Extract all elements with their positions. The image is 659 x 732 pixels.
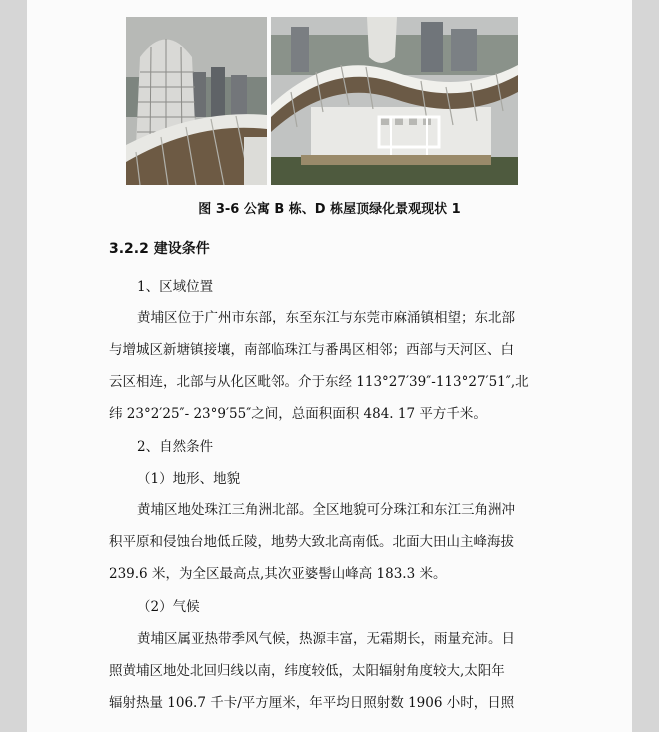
paragraph-line: 黄埔区地处珠江三角洲北部。全区地貌可分珠江和东江三角洲冲	[137, 502, 515, 518]
document-page	[27, 0, 632, 732]
rooftop-photo-left-image	[126, 17, 267, 185]
subheading-natural-conditions: 2、自然条件	[137, 439, 214, 455]
subheading-climate: （2）气候	[137, 599, 200, 615]
paragraph-line: 黄埔区属亚热带季风气候，热源丰富，无霜期长，雨量充沛。日	[137, 631, 515, 647]
paragraph-line: 与增城区新塘镇接壤，南部临珠江与番禺区相邻；西部与天河区、白	[109, 342, 514, 358]
rooftop-photo-right-image	[271, 17, 518, 185]
figure-caption: 图 3-6 公寓 B 栋、D 栋屋顶绿化景观现状 1	[198, 202, 461, 217]
rooftop-photo-right	[271, 17, 518, 185]
paragraph-line: 照黄埔区地处北回归线以南，纬度较低，太阳辐射角度较大,太阳年	[109, 663, 505, 679]
paragraph-line: 云区相连，北部与从化区毗邻。介于东经 113°27′39″-113°27′51″,北	[109, 374, 529, 390]
section-heading: 3.2.2 建设条件	[109, 241, 210, 257]
paragraph-line: 239.6 米，为全区最高点,其次亚婆髻山峰高 183.3 米。	[109, 566, 447, 582]
paragraph-line: 黄埔区位于广州市东部，东至东江与东莞市麻涌镇相望；东北部	[137, 310, 515, 326]
rooftop-photo-left	[126, 17, 267, 185]
subheading-location: 1、区域位置	[137, 279, 214, 295]
paragraph-line: 纬 23°2′25″- 23°9′55″之间，总面积面积 484. 17 平方千米。	[109, 406, 487, 422]
paragraph-line: 积平原和侵蚀台地低丘陵，地势大致北高南低。北面大田山主峰海拔	[109, 534, 514, 550]
paragraph-line: 辐射热量 106.7 千卡/平方厘米，年平均日照射数 1906 小时，日照	[109, 695, 515, 711]
subheading-terrain: （1）地形、地貌	[137, 471, 241, 487]
